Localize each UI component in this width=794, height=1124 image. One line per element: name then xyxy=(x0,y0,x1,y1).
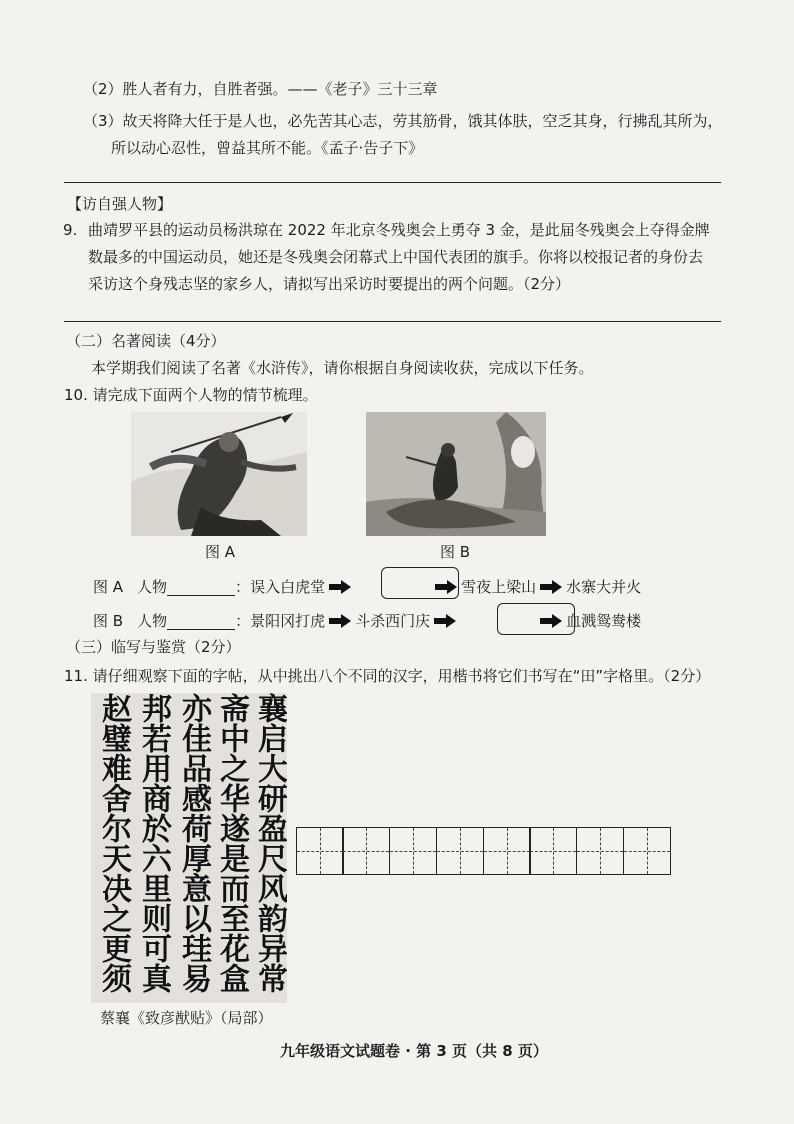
row-b-label: 图 B xyxy=(93,612,124,630)
illustration-b xyxy=(366,412,546,536)
tianzige-cell[interactable] xyxy=(483,827,531,875)
warrior-illustration xyxy=(131,412,307,536)
arrow-right-icon xyxy=(434,614,456,628)
row-b-answer-box[interactable] xyxy=(497,603,575,635)
tianzige-cell[interactable] xyxy=(623,827,671,875)
tianzige-cell[interactable] xyxy=(576,827,624,875)
calligraphy-column: 赵璧难舍尔天决之更须 xyxy=(96,693,131,993)
quote-2: （2）胜人者有力，自胜者强。——《老子》三十三章 xyxy=(83,80,438,98)
q10-prompt: 10. 请完成下面两个人物的情节梳理。 xyxy=(64,386,318,404)
plot-row-a xyxy=(93,576,641,598)
row-a-person-blank[interactable] xyxy=(167,579,235,596)
row-b-event-1: 景阳冈打虎 xyxy=(250,612,326,630)
section2-intro: 本学期我们阅读了名著《水浒传》，请你根据自身阅读收获，完成以下任务。 xyxy=(91,359,594,377)
row-b-person-label: 人物 xyxy=(137,612,168,630)
calligraphy-column: 斋中之华遂是而至花盒 xyxy=(214,693,249,993)
row-b-event-3: 血溅鸳鸯楼 xyxy=(566,612,642,630)
caption-b: 图 B xyxy=(440,543,471,561)
arrow-right-icon xyxy=(329,614,351,628)
answer-line-2 xyxy=(64,321,721,322)
caption-a: 图 A xyxy=(205,543,236,561)
calligraphy-image xyxy=(91,693,287,1003)
calligraphy-column: 亦佳品感荷厚意以珪易 xyxy=(176,693,211,993)
tianzige-cell[interactable] xyxy=(296,827,344,875)
interview-section-heading: 【访自强人物】 xyxy=(67,195,173,213)
row-a-answer-box[interactable] xyxy=(381,567,459,599)
tianzige-cell[interactable] xyxy=(436,827,484,875)
arrow-right-icon xyxy=(329,580,351,594)
row-b-event-2: 斗杀西门庆 xyxy=(355,612,431,630)
q9-line1: 曲靖罗平县的运动员杨洪琼在 2022 年北京冬残奥会上勇夺 3 金，是此届冬残奥会上夺得金牌 xyxy=(88,221,710,239)
q9-line2: 数最多的中国运动员，她还是冬残奥会闭幕式上中国代表团的旗手。你将以校报记者的身份去 xyxy=(88,248,704,266)
tianzige-cell[interactable] xyxy=(529,827,577,875)
tianzige-grid xyxy=(297,827,671,875)
section2-title: （二）名著阅读（4分） xyxy=(66,332,226,350)
row-a-event-2: 雪夜上梁山 xyxy=(461,578,537,596)
row-b-colon: ： xyxy=(235,612,251,630)
tianzige-cell[interactable] xyxy=(342,827,390,875)
quote-3-line1: （3）故天将降大任于是人也，必先苦其心志，劳其筋骨，饿其体肤，空乏其身，行拂乱其所为， xyxy=(83,112,723,130)
row-b-person-blank[interactable] xyxy=(167,613,235,630)
arrow-right-icon xyxy=(540,580,562,594)
row-a-colon: ： xyxy=(235,578,251,596)
illustration-a xyxy=(131,412,307,536)
section3-title: （三）临写与鉴赏（2分） xyxy=(66,638,241,656)
tianzige-cell[interactable] xyxy=(389,827,437,875)
calligraphy-column: 邦若用商於六里则可真 xyxy=(136,693,171,993)
row-a-event-3: 水寨大并火 xyxy=(566,578,642,596)
answer-line-1 xyxy=(64,182,721,183)
q9-line3: 采访这个身残志坚的家乡人，请拟写出采访时要提出的两个问题。（2分） xyxy=(88,275,571,293)
row-a-person-label: 人物 xyxy=(137,578,168,596)
calligraphy-caption: 蔡襄《致彦猷贴》（局部） xyxy=(100,1009,273,1027)
row-a-event-1: 误入白虎堂 xyxy=(250,578,326,596)
row-a-label: 图 A xyxy=(93,578,124,596)
quote-3-line2: 所以动心忍性，曾益其所不能。《孟子·告子下》 xyxy=(111,139,424,157)
page-footer: 九年级语文试题卷 · 第 3 页（共 8 页） xyxy=(280,1042,548,1060)
tiger-fight-illustration xyxy=(366,412,546,536)
calligraphy-column: 襄启大研盈尺风韵异常 xyxy=(252,693,287,993)
q9-number: 9. xyxy=(63,221,78,239)
q11-prompt: 11. 请仔细观察下面的字帖，从中挑出八个不同的汉字，用楷书将它们书写在“田”字格里。（2分） xyxy=(64,667,711,685)
